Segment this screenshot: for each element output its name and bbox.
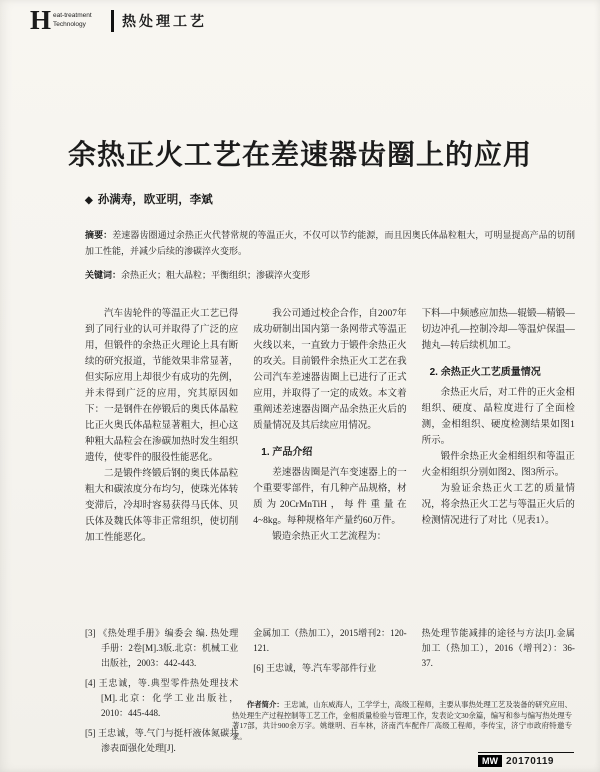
paragraph: 为验证余热正火工艺的质量情况，将余热正火工艺与等温正火后的检测情况进行了对比（见表1）。 bbox=[421, 484, 575, 526]
author-bio-text: 王忠诚，山东威海人，工学学士，高级工程师，主要从事热处理工艺及装备的研究应用、热处理生产过程控制等工艺工作，金相质量检验与管理工作，发表论文30余篇，编写和参与编写热处理专著17部，共计900余万字。姚继明、百车林，济南汽车配件厂高级工程师，李传宝，济宁市政府特邀专家。 bbox=[232, 700, 573, 741]
author-bio-label: 作者简介： bbox=[246, 700, 284, 709]
page-footer bbox=[478, 752, 574, 767]
page-code: 20170119 bbox=[506, 755, 554, 767]
body-column-1 bbox=[85, 306, 238, 546]
journal-masthead bbox=[30, 7, 207, 34]
section-heading-2: 2. 余热正火工艺质量情况 bbox=[429, 367, 541, 378]
author-line bbox=[85, 191, 213, 207]
body-column-2 bbox=[253, 306, 406, 546]
reference-item: [3] 《热处理手册》编委会 编. 热处理手册：2卷[M].3版.北京：机械工业出版社，2003：442-443. bbox=[85, 628, 239, 668]
masthead-divider bbox=[111, 10, 114, 32]
paragraph: 汽车齿轮件的等温正火工艺已得到了同行业的认可并取得了广泛的应用，但锻件的余热正火理论上具有断续的研究报道，节能效果非常显著，但实际应用上却很少有成功的先例，并未得到广泛的应用，究其原因如下：一是钢件在停锻后的奥氏体晶粒比正火奥氏体晶粒显著粗大，担心这种粗大晶粒会在渗碳加热时发生组织遗传，使零件的服役性能恶化。 bbox=[85, 309, 239, 463]
journal-logo-line2: Technology bbox=[53, 20, 86, 28]
journal-logo-line1: eat-treatment bbox=[53, 12, 92, 20]
paragraph: 锻造余热正火工艺流程为： bbox=[272, 532, 387, 542]
abstract-text: 差速器齿圈通过余热正火代替常规的等温正火，不仅可以节约能源，而且因奥氏体晶粒粗大，可明显提高产品的切削加工性能，并减少后续的渗碳淬火变形。 bbox=[85, 230, 575, 256]
abstract bbox=[85, 227, 575, 259]
mw-logo: MW bbox=[478, 755, 502, 767]
keywords-text: 余热正火；粗大晶粒；平衡组织；渗碳淬火变形 bbox=[121, 270, 311, 280]
authors-text: 孙满寿，欧亚明，李斌 bbox=[97, 194, 213, 206]
body-column-3 bbox=[422, 306, 575, 546]
reference-item: [5] 王忠诚，等.气门与挺杆液体氮碳共渗表面强化处理[J]. bbox=[85, 728, 239, 753]
paragraph: 余热正火后，对工件的正火金相组织、硬度、晶粒度进行了全面检测，金相组织、硬度检测结果如图1所示。 bbox=[421, 388, 575, 446]
journal-logo-letter: H bbox=[30, 5, 52, 35]
reference-item: [6] 王忠诚，等.汽车零部件行业 bbox=[253, 663, 377, 673]
keywords bbox=[85, 267, 575, 283]
reference-continuation: 热处理节能减排的途径与方法[J].金属加工（热加工），2016（增刊2）：36-37. bbox=[421, 628, 575, 668]
section-heading-1: 1. 产品介绍 bbox=[261, 447, 313, 458]
section-title: 热处理工艺 bbox=[122, 12, 208, 29]
journal-logo-subtitle bbox=[53, 12, 105, 28]
body-columns bbox=[85, 306, 575, 546]
reference-continuation: 金属加工（热加工），2015增刊2：120-121. bbox=[253, 628, 407, 653]
reference-item: [4] 王忠诚，等.典型零件热处理技术[M].北京：化学工业出版社，2010：445-448. bbox=[85, 678, 239, 718]
diamond-bullet-icon: ◆ bbox=[85, 195, 93, 206]
abstract-label: 摘要： bbox=[85, 230, 113, 240]
paragraph: 二是锻件终锻后钢的奥氏体晶粒粗大和碳浓度分布均匀，使珠光体转变滞后，冷却时容易获得马氏体、贝氏体及魏氏体等非正常组织，使切削加工性能恶化。 bbox=[85, 469, 239, 543]
paragraph: 我公司通过校企合作，自2007年成功研制出国内第一条网带式等温正火线以来，一直致力于锻件余热正火的攻关。目前锻件余热正火工艺在我公司汽车差速器齿圈上已进行了正式应用，并取得了一定的成效。本文着重阐述差速器齿圈产品余热正火后的质量情况及其后续应用情况。 bbox=[253, 309, 407, 431]
article-title: 余热正火工艺在差速器齿圈上的应用 bbox=[67, 139, 532, 170]
paragraph: 差速器齿圈是汽车变速器上的一个重要零部件，有几种产品规格，材质为20CrMnTiH，每件重量在4~8kg。每种规格年产量约60万件。 bbox=[253, 468, 407, 526]
references-column-1 bbox=[85, 626, 238, 761]
paragraph: 下料—中频感应加热—辊锻—精锻—切边冲孔—控制冷却—等温炉保温—抛丸—转后续机加工。 bbox=[421, 309, 575, 351]
author-bio bbox=[232, 700, 572, 742]
paragraph: 锻件余热正火金相组织和等温正火金相组织分别如图2、图3所示。 bbox=[421, 452, 575, 478]
keywords-label: 关键词： bbox=[85, 270, 122, 280]
